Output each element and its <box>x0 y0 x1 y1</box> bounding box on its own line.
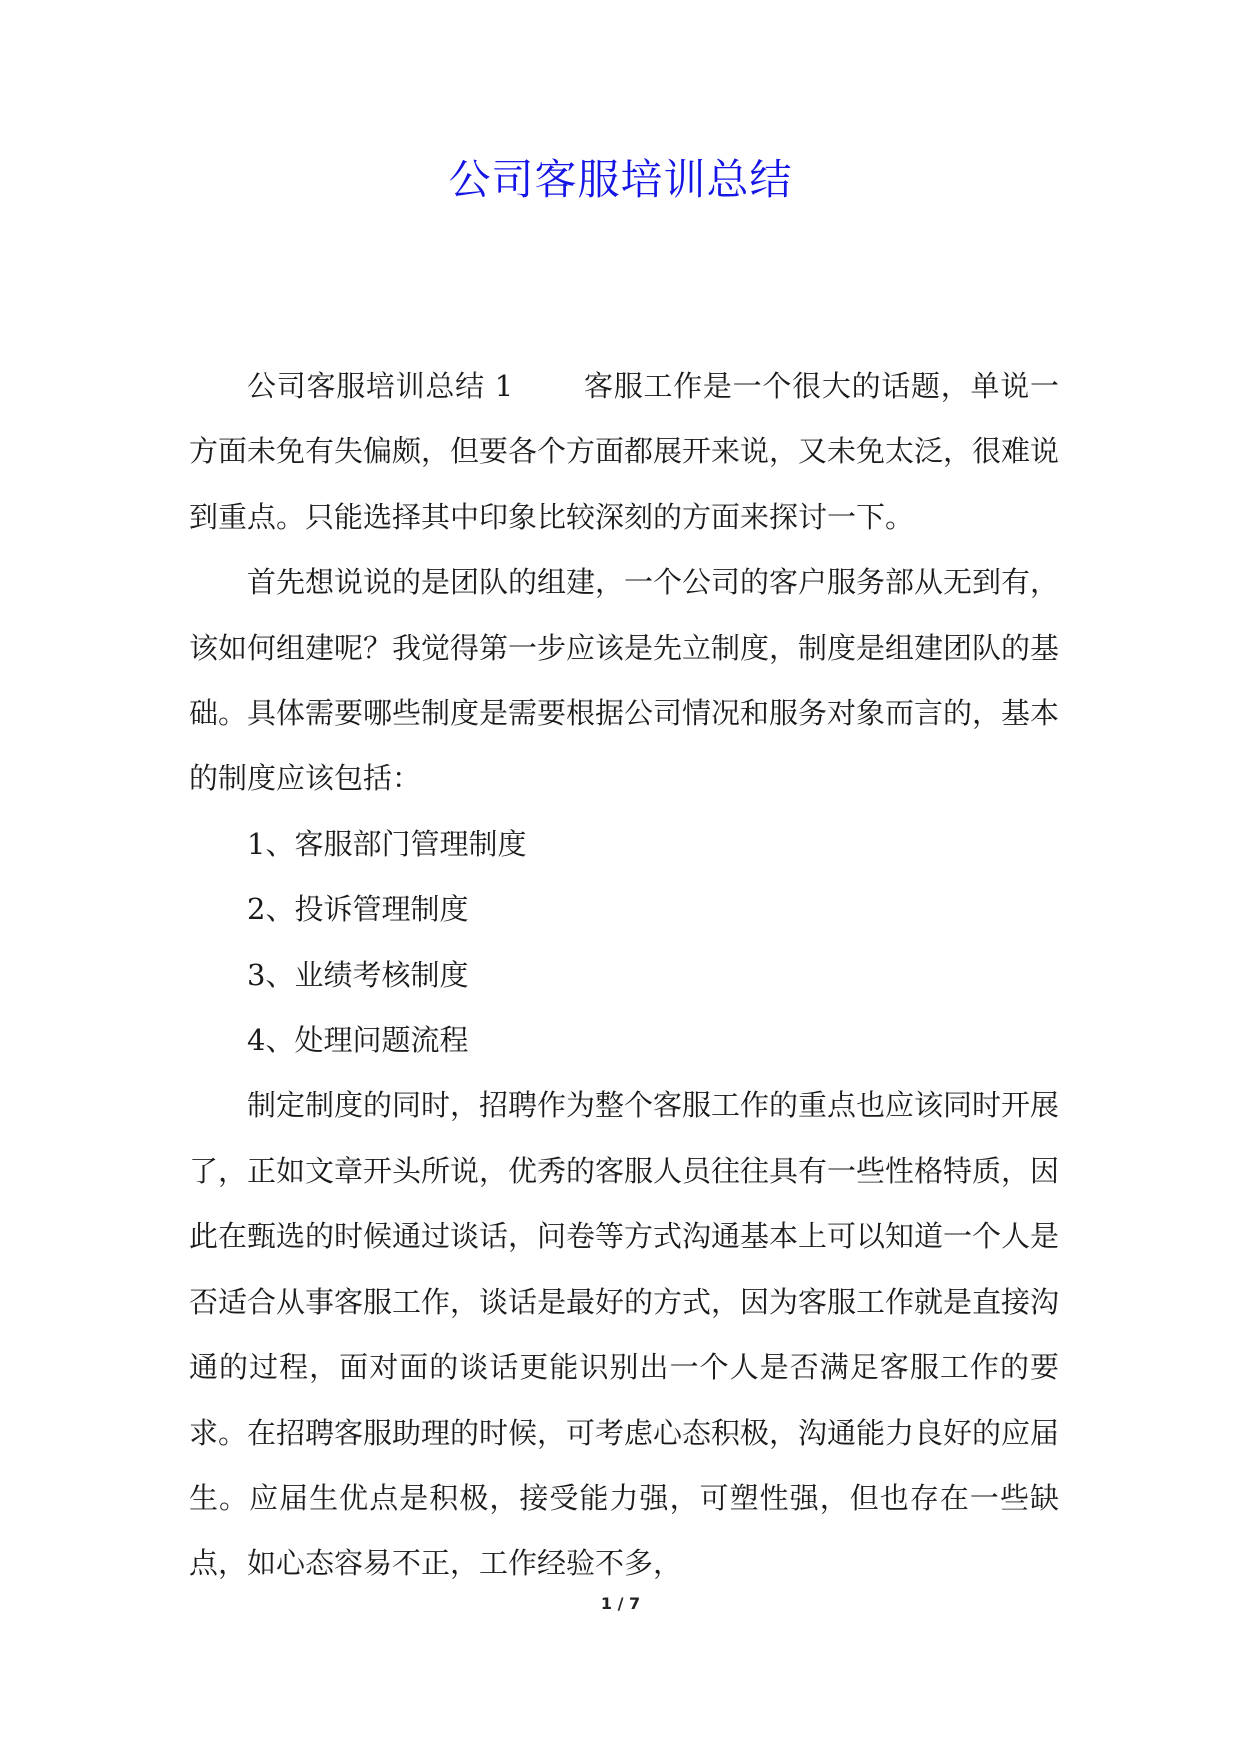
document-body <box>189 354 1059 1597</box>
intro-paragraph <box>189 354 1059 550</box>
list-item: 2、投诉管理制度 <box>247 892 469 927</box>
page-number: 1 / 7 <box>600 1594 641 1613</box>
list-item: 4、处理问题流程 <box>247 1023 469 1058</box>
list-item: 1、客服部门管理制度 <box>247 826 527 861</box>
intro-text: 客服工作是一个很大的话题，单说一方面未免有失偏颇，但要各个方面都展开来说，又未免太泛，很难说到重点。只能选择其中印象比较深刻的方面来探讨一下。 <box>189 369 1060 534</box>
list-item: 3、业绩考核制度 <box>247 957 469 992</box>
intro-heading: 公司客服培训总结 1 <box>247 369 514 403</box>
paragraph-team-building: 首先想说说的是团队的组建，一个公司的客户服务部从无到有，该如何组建呢？我觉得第一步应该是先立制度，制度是组建团队的基础。具体需要哪些制度是需要根据公司情况和服务对象而言的，基本的制度应该包括： <box>189 565 1060 796</box>
document-title: 公司客服培训总结 <box>448 155 793 204</box>
paragraph-recruitment: 制定制度的同时，招聘作为整个客服工作的重点也应该同时开展了，正如文章开头所说，优秀的客服人员往往具有一些性格特质，因此在甄选的时候通过谈话，问卷等方式沟通基本上可以知道一个人是否适合从事客服工作，谈话是最好的方式，因为客服工作就是直接沟通的过程，面对面的谈话更能识别出一个人是否满足客服工作的要求。在招聘客服助理的时候，可考虑心态积极，沟通能力良好的应届生。应届生优点是积极，接受能力强，可塑性强，但也存在一些缺点，如心态容易不正，工作经验不多， <box>189 1088 1060 1581</box>
